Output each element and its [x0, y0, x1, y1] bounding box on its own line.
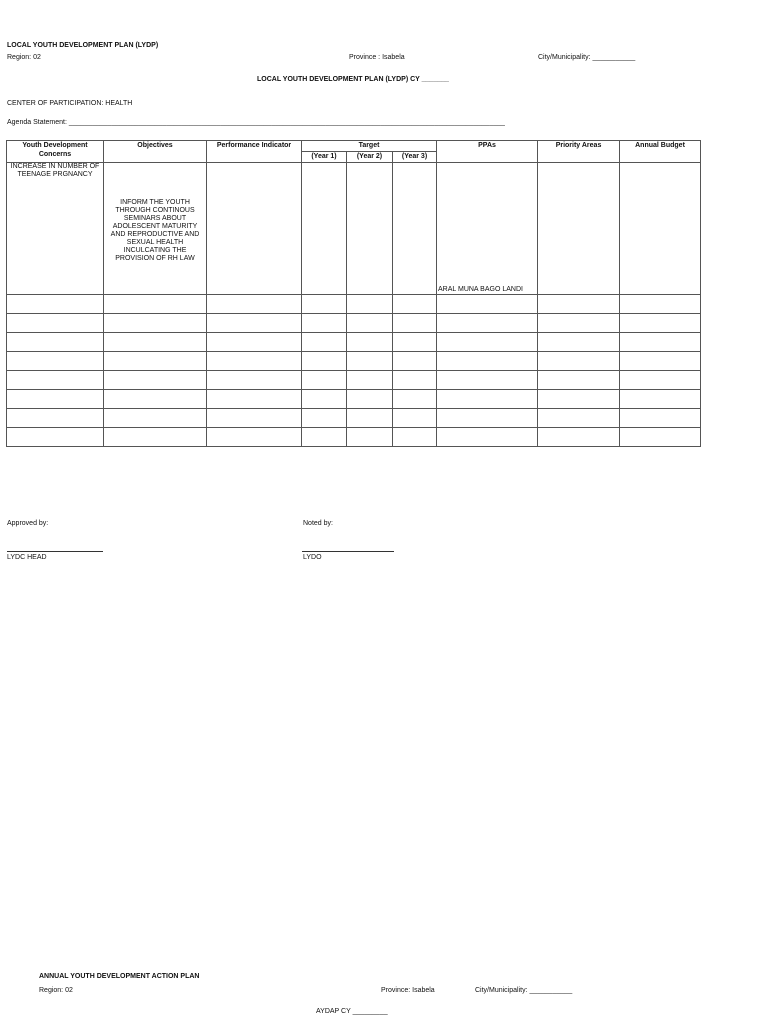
header-concerns: Youth Development Concerns	[7, 141, 104, 163]
header-year1: (Year 1)	[302, 152, 347, 163]
header-budget: Annual Budget	[620, 141, 701, 163]
table-row	[7, 390, 701, 409]
footer-province: Province: Isabela	[381, 987, 435, 994]
table-row	[7, 352, 701, 371]
noted-role: LYDO	[303, 554, 322, 561]
city-label: City/Municipality: ___________	[538, 54, 636, 61]
table-row	[7, 163, 701, 295]
header-priority: Priority Areas	[538, 141, 620, 163]
priority-cell	[538, 163, 620, 295]
approved-by-label: Approved by:	[7, 520, 49, 527]
noted-by-label: Noted by:	[303, 520, 333, 527]
table-row	[7, 333, 701, 352]
footer-city: City/Municipality: ___________	[475, 987, 573, 994]
header-ppas: PPAs	[437, 141, 538, 163]
approved-signature-line	[7, 551, 103, 552]
approved-role: LYDC HEAD	[7, 554, 47, 561]
center-of-participation: CENTER OF PARTICIPATION: HEALTH	[7, 100, 133, 107]
table-row	[7, 409, 701, 428]
lydp-table	[6, 140, 701, 447]
table-row	[7, 371, 701, 390]
budget-cell	[620, 163, 701, 295]
noted-signature-line	[302, 551, 394, 552]
header-year2: (Year 2)	[347, 152, 393, 163]
header-year3: (Year 3)	[393, 152, 437, 163]
objective-cell: INFORM THE YOUTH THROUGH CONTINOUS SEMINARS ABOUT ADOLESCENT MATURITY AND REPRODUCTIVE AND SEXUAL HEALTH INCULCATING THE PROVISION OF RH LAW	[104, 163, 207, 295]
concern-cell: INCREASE IN NUMBER OF TEENAGE PRGNANCY	[7, 163, 104, 295]
header-objectives: Objectives	[104, 141, 207, 163]
year3-cell	[393, 163, 437, 295]
ppa-cell: ARAL MUNA BAGO LANDI	[437, 163, 538, 295]
footer-region: Region: 02	[39, 987, 73, 994]
plan-subtitle: LOCAL YOUTH DEVELOPMENT PLAN (LYDP) CY _______	[257, 76, 449, 83]
agenda-statement: Agenda Statement: ________________________________________________________________________________________________________________	[7, 119, 505, 126]
table-row	[7, 295, 701, 314]
indicator-cell	[207, 163, 302, 295]
table-row	[7, 314, 701, 333]
header-target: Target	[302, 141, 437, 152]
aydap-cy: AYDAP CY _________	[316, 1008, 388, 1015]
region-label: Region: 02	[7, 54, 41, 61]
document-title: LOCAL YOUTH DEVELOPMENT PLAN (LYDP)	[7, 42, 159, 49]
year2-cell	[347, 163, 393, 295]
year1-cell	[302, 163, 347, 295]
province-label: Province : Isabela	[349, 54, 405, 61]
table-row	[7, 428, 701, 447]
header-indicator: Performance Indicator	[207, 141, 302, 163]
aydap-title: ANNUAL YOUTH DEVELOPMENT ACTION PLAN	[39, 973, 200, 980]
